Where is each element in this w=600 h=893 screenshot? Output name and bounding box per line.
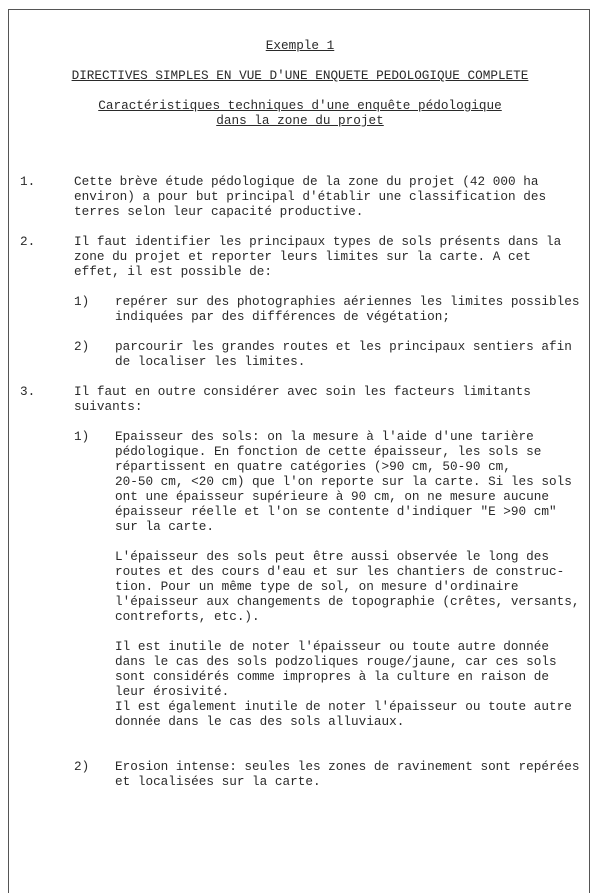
subitem-text-line: de localiser les limites.: [115, 354, 306, 369]
subitem-text-line: et localisées sur la carte.: [115, 774, 321, 789]
item-text-line: Il faut identifier les principaux types de sols présents dans la: [74, 234, 562, 249]
subitem-text-line: indiquées par des différences de végétation;: [115, 309, 451, 324]
subtitle-line-1: Caractéristiques techniques d'une enquête pédologique: [98, 98, 502, 113]
subitem-number: 2): [74, 759, 90, 774]
subitem-number: 1): [74, 294, 90, 309]
paragraph-text-line: leur érosivité.: [115, 684, 230, 699]
subtitle-line-2: dans la zone du projet: [216, 113, 384, 128]
item-text-line: terres selon leur capacité productive.: [74, 204, 364, 219]
item-text-line: suivants:: [74, 399, 143, 414]
item-number: 1.: [20, 174, 36, 189]
paragraph-text-line: contreforts, etc.).: [115, 609, 260, 624]
paragraph-text-line: Il est également inutile de noter l'épaisseur ou toute autre: [115, 699, 572, 714]
paragraph-text-line: routes et des cours d'eau et sur les chantiers de construc-: [115, 564, 565, 579]
paragraph-text-line: sont considérés comme impropres à la culture en raison de: [115, 669, 549, 684]
item-number: 3.: [20, 384, 36, 399]
item-text-line: effet, il est possible de:: [74, 264, 272, 279]
paragraph-text-line: tion. Pour un même type de sol, on mesure d'ordinaire: [115, 579, 519, 594]
paragraph-text-line: dans le cas des sols podzoliques rouge/jaune, car ces sols: [115, 654, 557, 669]
subitem-text-line: parcourir les grandes routes et les principaux sentiers afin: [115, 339, 572, 354]
subitem-text-line: épaisseur réelle et l'on se contente d'indiquer "E >90 cm": [115, 504, 557, 519]
paragraph-text-line: donnée dans le cas des sols alluviaux.: [115, 714, 405, 729]
paragraph-text-line: L'épaisseur des sols peut être aussi observée le long des: [115, 549, 549, 564]
paragraph-text-line: Il est inutile de noter l'épaisseur ou toute autre donnée: [115, 639, 549, 654]
subitem-number: 2): [74, 339, 90, 354]
item-text-line: environ) a pour but principal d'établir une classification des: [74, 189, 547, 204]
subitem-text-line: Epaisseur des sols: on la mesure à l'aide d'une tarière: [115, 429, 534, 444]
example-label: Exemple 1: [265, 38, 335, 53]
subitem-text-line: pédologique. En fonction de cette épaisseur, les sols se: [115, 444, 542, 459]
subitem-text-line: repérer sur des photographies aériennes les limites possibles: [115, 294, 580, 309]
subitem-number: 1): [74, 429, 90, 444]
item-number: 2.: [20, 234, 36, 249]
paragraph-text-line: l'épaisseur aux changements de topographie (crêtes, versants,: [115, 594, 580, 609]
subitem-text-line: sur la carte.: [115, 519, 214, 534]
document-title: DIRECTIVES SIMPLES EN VUE D'UNE ENQUETE PEDOLOGIQUE COMPLETE: [71, 68, 529, 83]
item-text-line: zone du projet et reporter leurs limites sur la carte. A cet: [74, 249, 531, 264]
item-text-line: Il faut en outre considérer avec soin les facteurs limitants: [74, 384, 531, 399]
subitem-text-line: Erosion intense: seules les zones de ravinement sont repérées: [115, 759, 580, 774]
subitem-text-line: ont une épaisseur supérieure à 90 cm, on ne mesure aucune: [115, 489, 549, 504]
subitem-text-line: 20-50 cm, <20 cm) que l'on reporte sur la carte. Si les sols: [115, 474, 572, 489]
subitem-text-line: répartissent en quatre catégories (>90 cm, 50-90 cm,: [115, 459, 511, 474]
item-text-line: Cette brève étude pédologique de la zone du projet (42 000 ha: [74, 174, 539, 189]
